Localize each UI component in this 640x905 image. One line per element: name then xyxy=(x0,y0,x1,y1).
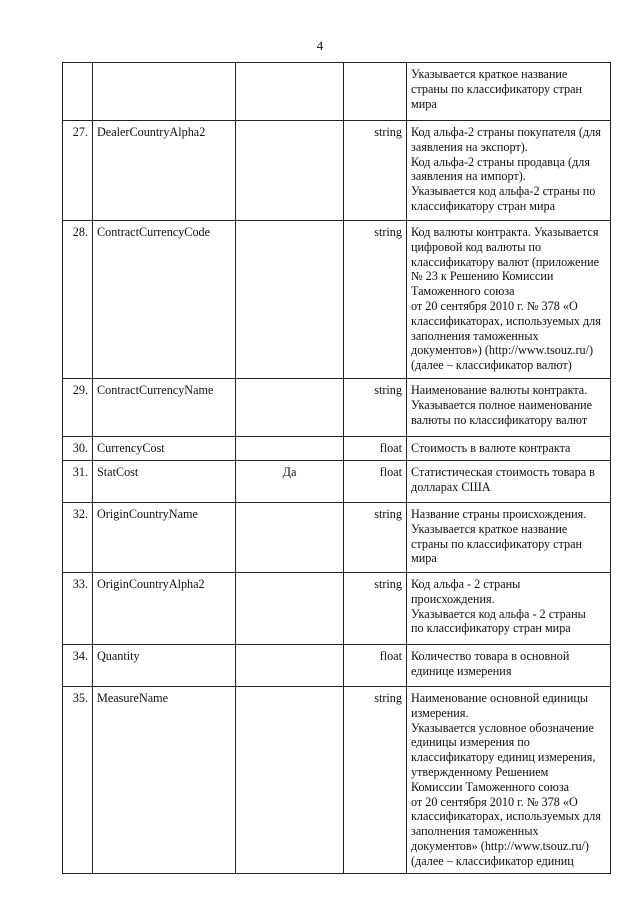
field-description: Статистическая стоимость товара в долларах США xyxy=(407,461,611,503)
field-required xyxy=(236,121,344,221)
row-number: 34. xyxy=(63,645,93,687)
field-required xyxy=(236,63,344,121)
table-row xyxy=(63,379,611,437)
field-name: StatCost xyxy=(93,461,236,503)
field-spec-table xyxy=(62,62,611,874)
field-name: MeasureName xyxy=(93,687,236,874)
row-number: 33. xyxy=(63,573,93,645)
row-number: 29. xyxy=(63,379,93,437)
field-description: Стоимость в валюте контракта xyxy=(407,437,611,461)
table-row xyxy=(63,63,611,121)
field-name: ContractCurrencyName xyxy=(93,379,236,437)
table-row xyxy=(63,645,611,687)
page-number: 4 xyxy=(316,38,324,53)
table-row xyxy=(63,573,611,645)
row-number: 32. xyxy=(63,503,93,573)
field-required xyxy=(236,573,344,645)
field-type: float xyxy=(344,461,407,503)
field-type: string xyxy=(344,687,407,874)
row-number xyxy=(63,63,93,121)
field-type: string xyxy=(344,221,407,379)
field-description: Указывается краткое название страны по классификатору стран мира xyxy=(407,63,611,121)
field-type xyxy=(344,63,407,121)
field-name: OriginCountryName xyxy=(93,503,236,573)
row-number: 27. xyxy=(63,121,93,221)
field-type: string xyxy=(344,573,407,645)
field-name: CurrencyCost xyxy=(93,437,236,461)
field-type: float xyxy=(344,437,407,461)
row-number: 30. xyxy=(63,437,93,461)
field-required xyxy=(236,687,344,874)
table-row xyxy=(63,121,611,221)
field-required xyxy=(236,379,344,437)
row-number: 35. xyxy=(63,687,93,874)
field-type: string xyxy=(344,379,407,437)
field-name: OriginCountryAlpha2 xyxy=(93,573,236,645)
field-name xyxy=(93,63,236,121)
field-name: ContractCurrencyCode xyxy=(93,221,236,379)
field-type: string xyxy=(344,503,407,573)
row-number: 31. xyxy=(63,461,93,503)
field-required xyxy=(236,221,344,379)
field-required xyxy=(236,437,344,461)
field-type: string xyxy=(344,121,407,221)
field-description: Название страны происхождения. Указывается краткое название страны по классификатору стран мира xyxy=(407,503,611,573)
table-row xyxy=(63,503,611,573)
field-description: Наименование валюты контракта. Указывается полное наименование валюты по классификатору валют xyxy=(407,379,611,437)
field-description: Код валюты контракта. Указывается цифровой код валюты по классификатору валют (приложение № 23 к Решению Комиссии Таможенного союза от 20 сентября 2010 г. № 378 «О классификаторах, используемых для заполнения таможенных документов») (http://www.tsouz.ru/) (далее – классификатор валют) xyxy=(407,221,611,379)
table-row xyxy=(63,437,611,461)
row-number: 28. xyxy=(63,221,93,379)
table-row xyxy=(63,221,611,379)
table-row xyxy=(63,687,611,874)
field-required xyxy=(236,645,344,687)
field-required xyxy=(236,503,344,573)
field-name: Quantity xyxy=(93,645,236,687)
field-name: DealerCountryAlpha2 xyxy=(93,121,236,221)
field-description: Наименование основной единицы измерения. Указывается условное обозначение единицы измерения по классификатору единиц измерения, утвержденному Решением Комиссии Таможенного союза от 20 сентября 2010 г. № 378 «О классификаторах, используемых для заполнения таможенных документов» (http://www.tsouz.ru/) (далее – классификатор единиц xyxy=(407,687,611,874)
field-required: Да xyxy=(236,461,344,503)
table-row xyxy=(63,461,611,503)
field-description: Код альфа-2 страны покупателя (для заявления на экспорт). Код альфа-2 страны продавца (для заявления на импорт). Указывается код альфа-2 страны по классификатору стран мира xyxy=(407,121,611,221)
field-description: Количество товара в основной единице измерения xyxy=(407,645,611,687)
field-description: Код альфа - 2 страны происхождения. Указывается код альфа - 2 страны по классификатору стран мира xyxy=(407,573,611,645)
field-type: float xyxy=(344,645,407,687)
